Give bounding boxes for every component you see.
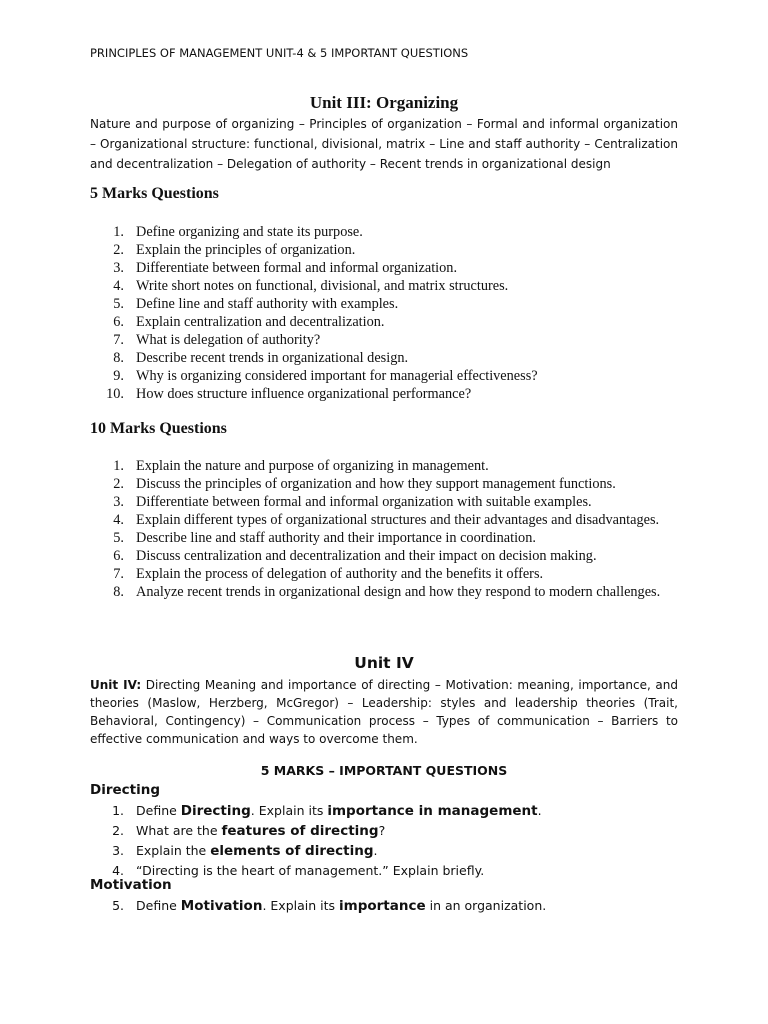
item-text: Explain centralization and decentralization. xyxy=(136,314,385,330)
item-text: Discuss the principles of organization and how they support management functions. xyxy=(136,476,616,492)
unit3-10marks-list xyxy=(90,457,678,601)
item-number: 5. xyxy=(112,898,124,913)
unit3-5marks-list xyxy=(90,223,678,403)
item-text: Define xyxy=(136,898,181,913)
list-item xyxy=(90,277,678,295)
item-number: 1. xyxy=(113,224,124,240)
list-item xyxy=(90,547,678,565)
running-header: PRINCIPLES OF MANAGEMENT UNIT-4 & 5 IMPORTANT QUESTIONS xyxy=(90,46,469,60)
list-item xyxy=(90,529,678,547)
item-number: 9. xyxy=(113,368,124,384)
item-text: . xyxy=(537,803,542,818)
item-number: 2. xyxy=(113,476,124,492)
item-text: Explain different types of organizational structures and their advantages and disadvantages. xyxy=(136,512,660,528)
list-item xyxy=(90,457,678,475)
item-number: 7. xyxy=(113,566,124,582)
item-number: 7. xyxy=(113,332,124,348)
item-text: ? xyxy=(378,823,386,838)
list-item xyxy=(90,259,678,277)
item-number: 6. xyxy=(113,548,124,564)
item-text: How does structure influence organizational performance? xyxy=(136,386,472,402)
item-text: . Explain its xyxy=(262,898,339,913)
item-text: Describe line and staff authority and their importance in coordination. xyxy=(136,530,536,546)
list-item xyxy=(90,223,678,241)
item-bold-text: Directing xyxy=(180,803,251,819)
item-text: Describe recent trends in organizational design. xyxy=(136,350,409,366)
item-text: Define organizing and state its purpose. xyxy=(136,224,363,240)
list-item xyxy=(90,475,678,493)
item-text: What is delegation of authority? xyxy=(136,332,321,348)
item-number: 4. xyxy=(112,863,124,878)
item-bold-text: importance in management xyxy=(327,803,538,819)
item-text: Define line and staff authority with examples. xyxy=(136,296,399,312)
item-bold-text: importance xyxy=(339,898,426,914)
list-item xyxy=(90,331,678,349)
directing-heading: Directing xyxy=(90,782,161,798)
item-number: 1. xyxy=(113,458,124,474)
list-item xyxy=(90,313,678,331)
item-number: 5. xyxy=(113,530,124,546)
item-text: . xyxy=(373,843,378,858)
unit4-description xyxy=(90,676,678,748)
list-item xyxy=(90,583,678,601)
item-text: Analyze recent trends in organizational design and how they respond to modern challenges. xyxy=(136,584,661,600)
item-number: 2. xyxy=(113,242,124,258)
unit4-title: Unit IV xyxy=(354,654,414,672)
item-bold-text: elements of directing xyxy=(210,843,374,859)
motivation-heading: Motivation xyxy=(90,877,172,893)
item-text: Discuss centralization and decentralization and their impact on decision making. xyxy=(136,548,597,564)
unit3-description: Nature and purpose of organizing – Principles of organization – Formal and informal organization – Organizational structure: functional, divisional, matrix – Line and staff authority – Centralization and decentralization – Delegation of authority – Recent trends in organizational design xyxy=(90,117,678,171)
list-item xyxy=(90,821,678,841)
item-text: Explain the nature and purpose of organizing in management. xyxy=(136,458,489,474)
item-number: 8. xyxy=(113,584,124,600)
list-item xyxy=(90,367,678,385)
motivation-list xyxy=(90,896,678,916)
item-bold-text: features of directing xyxy=(221,823,379,839)
unit4-desc-label: Unit IV: xyxy=(90,678,142,692)
item-text: Define xyxy=(136,803,181,818)
unit3-5marks-heading: 5 Marks Questions xyxy=(90,185,219,202)
item-number: 3. xyxy=(113,494,124,510)
item-number: 1. xyxy=(112,803,124,818)
list-item xyxy=(90,841,678,861)
item-text: “Directing is the heart of management.” Explain briefly. xyxy=(136,863,485,878)
item-number: 8. xyxy=(113,350,124,366)
item-text: What are the xyxy=(136,823,222,838)
list-item xyxy=(90,349,678,367)
item-number: 10. xyxy=(106,386,124,402)
item-number: 4. xyxy=(113,278,124,294)
item-text: Explain the xyxy=(136,843,211,858)
item-text: Explain the process of delegation of authority and the benefits it offers. xyxy=(136,566,544,582)
item-text: Write short notes on functional, divisional, and matrix structures. xyxy=(136,278,509,294)
list-item xyxy=(90,241,678,259)
item-number: 3. xyxy=(113,260,124,276)
item-text: Why is organizing considered important for managerial effectiveness? xyxy=(136,368,538,384)
unit3-10marks-heading: 10 Marks Questions xyxy=(90,420,227,437)
item-number: 6. xyxy=(113,314,124,330)
list-item xyxy=(90,511,678,529)
unit3-title: Unit III: Organizing xyxy=(309,93,459,112)
list-item xyxy=(90,861,678,880)
item-bold-text: Motivation xyxy=(180,898,263,914)
item-text: Differentiate between formal and informal organization. xyxy=(136,260,458,276)
unit4-5marks-heading: 5 MARKS – IMPORTANT QUESTIONS xyxy=(260,763,508,778)
item-number: 4. xyxy=(113,512,124,528)
list-item xyxy=(90,801,678,821)
list-item xyxy=(90,493,678,511)
list-item xyxy=(90,385,678,403)
item-number: 2. xyxy=(112,823,124,838)
unit4-desc-text: Directing Meaning and importance of directing – Motivation: meaning, importance, and theories (Maslow, Herzberg, McGregor) – Leadership: styles and leadership theories (Trait, Behavioral, Contingency) – Communication process – Types of communication – Barriers to effective communication and ways to overcome them. xyxy=(90,678,678,746)
item-text: . Explain its xyxy=(250,803,328,818)
item-text: in an organization. xyxy=(425,898,547,913)
list-item xyxy=(90,565,678,583)
list-item xyxy=(90,295,678,313)
item-number: 3. xyxy=(112,843,124,858)
list-item xyxy=(90,896,678,916)
item-text: Explain the principles of organization. xyxy=(136,242,356,258)
item-text: Differentiate between formal and informal organization with suitable examples. xyxy=(136,494,592,510)
item-number: 5. xyxy=(113,296,124,312)
directing-list xyxy=(90,801,678,880)
